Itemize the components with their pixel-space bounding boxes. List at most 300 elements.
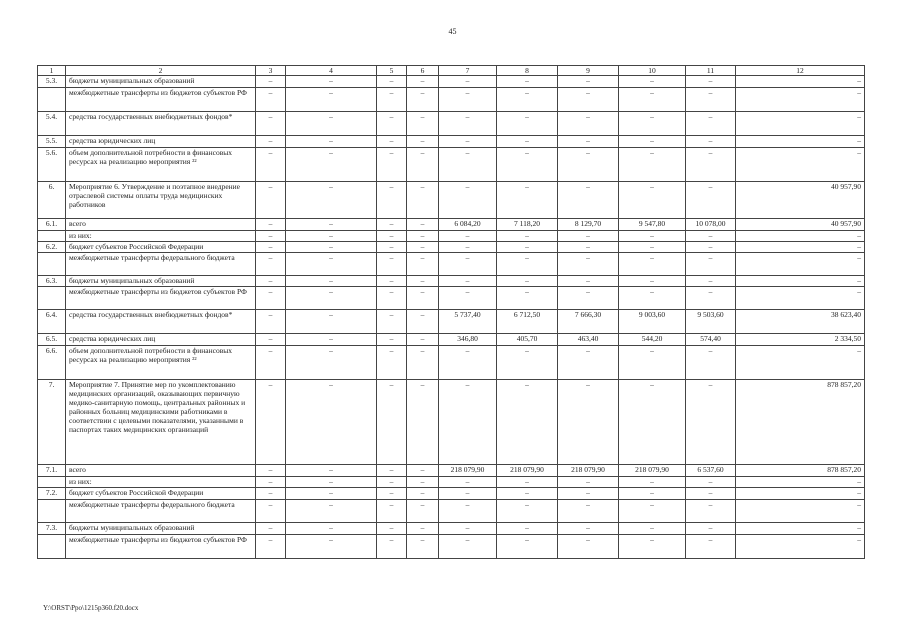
value-cell: – <box>736 535 865 559</box>
value-cell: 6 712,50 <box>497 310 558 334</box>
value-cell: – <box>377 310 407 334</box>
value-cell: – <box>736 231 865 242</box>
row-number: 7.2. <box>38 488 66 500</box>
row-label: бюджеты муниципальных образований <box>66 76 256 88</box>
value-cell: – <box>619 477 686 488</box>
value-cell: – <box>377 112 407 136</box>
table-row <box>38 380 865 465</box>
row-number: 6.2. <box>38 242 66 253</box>
row-number: 5.3. <box>38 76 66 88</box>
value-cell: – <box>558 231 619 242</box>
value-cell: – <box>439 477 497 488</box>
value-cell: – <box>256 346 286 380</box>
row-label: бюджеты муниципальных образований <box>66 276 256 287</box>
table-row <box>38 310 865 334</box>
row-number: 6.6. <box>38 346 66 380</box>
value-cell: – <box>377 535 407 559</box>
value-cell: – <box>497 287 558 310</box>
value-cell: – <box>407 76 439 88</box>
value-cell: – <box>736 242 865 253</box>
row-label: межбюджетные трансферты федерального бюджета <box>66 253 256 276</box>
table-row <box>38 219 865 231</box>
value-cell: – <box>286 523 377 535</box>
row-label: всего <box>66 465 256 477</box>
footer-file-path: Y:\ORST\Ppo\1215p360.f20.docx <box>43 604 139 612</box>
value-cell: 2 334,50 <box>736 334 865 346</box>
value-cell: – <box>619 535 686 559</box>
value-cell: – <box>686 112 736 136</box>
value-cell: – <box>377 76 407 88</box>
value-cell: – <box>407 287 439 310</box>
row-label: средства государственных внебюджетных фондов* <box>66 310 256 334</box>
value-cell: – <box>736 488 865 500</box>
value-cell: 38 623,40 <box>736 310 865 334</box>
value-cell: – <box>686 88 736 112</box>
value-cell: – <box>286 477 377 488</box>
value-cell: – <box>736 88 865 112</box>
row-label: Мероприятие 6. Утверждение и поэтапное внедрение отраслевой системы оплаты труда медицинских работников <box>66 182 256 219</box>
value-cell: 9 547,80 <box>619 219 686 231</box>
value-cell: – <box>407 88 439 112</box>
value-cell: – <box>256 334 286 346</box>
value-cell: – <box>497 276 558 287</box>
value-cell: – <box>256 112 286 136</box>
table-row <box>38 523 865 535</box>
value-cell: 405,70 <box>497 334 558 346</box>
value-cell: – <box>686 287 736 310</box>
value-cell: – <box>256 88 286 112</box>
value-cell: – <box>619 242 686 253</box>
row-label: объем дополнительной потребности в финансовых ресурсах на реализацию мероприятия ²² <box>66 346 256 380</box>
value-cell: – <box>619 112 686 136</box>
value-cell: – <box>407 231 439 242</box>
value-cell: – <box>439 380 497 465</box>
value-cell: – <box>439 242 497 253</box>
value-cell: – <box>497 535 558 559</box>
value-cell: – <box>439 253 497 276</box>
table-row <box>38 136 865 148</box>
value-cell: – <box>286 76 377 88</box>
value-cell: – <box>377 488 407 500</box>
value-cell: – <box>439 136 497 148</box>
table-row <box>38 488 865 500</box>
value-cell: – <box>439 276 497 287</box>
value-cell: 218 079,90 <box>439 465 497 477</box>
value-cell: 40 957,90 <box>736 219 865 231</box>
value-cell: – <box>686 380 736 465</box>
value-cell: – <box>619 287 686 310</box>
value-cell: – <box>619 380 686 465</box>
value-cell: – <box>407 148 439 182</box>
value-cell: – <box>619 346 686 380</box>
row-number <box>38 500 66 523</box>
value-cell: – <box>497 148 558 182</box>
value-cell: – <box>377 182 407 219</box>
row-number <box>38 253 66 276</box>
value-cell: – <box>558 88 619 112</box>
value-cell: – <box>497 242 558 253</box>
value-cell: – <box>407 535 439 559</box>
value-cell: – <box>736 253 865 276</box>
value-cell: – <box>558 523 619 535</box>
row-label: бюджет субъектов Российской Федерации <box>66 242 256 253</box>
value-cell: 574,40 <box>686 334 736 346</box>
value-cell: – <box>439 523 497 535</box>
value-cell: – <box>407 112 439 136</box>
value-cell: – <box>619 500 686 523</box>
value-cell: 878 857,20 <box>736 380 865 465</box>
value-cell: – <box>619 148 686 182</box>
row-label: средства юридических лиц <box>66 136 256 148</box>
value-cell: – <box>286 231 377 242</box>
table-row <box>38 242 865 253</box>
value-cell: – <box>497 182 558 219</box>
value-cell: – <box>256 535 286 559</box>
table-row <box>38 88 865 112</box>
row-number: 7.3. <box>38 523 66 535</box>
value-cell: – <box>686 500 736 523</box>
value-cell: – <box>619 523 686 535</box>
value-cell: – <box>377 477 407 488</box>
value-cell: – <box>558 380 619 465</box>
table-row <box>38 477 865 488</box>
value-cell: – <box>558 346 619 380</box>
value-cell: – <box>377 148 407 182</box>
value-cell: – <box>736 112 865 136</box>
column-header: 3 <box>256 66 286 76</box>
value-cell: 9 503,60 <box>686 310 736 334</box>
value-cell: – <box>256 488 286 500</box>
value-cell: – <box>286 346 377 380</box>
value-cell: – <box>558 242 619 253</box>
value-cell: – <box>558 287 619 310</box>
column-header: 4 <box>286 66 377 76</box>
value-cell: – <box>686 242 736 253</box>
value-cell: – <box>286 287 377 310</box>
value-cell: – <box>439 500 497 523</box>
value-cell: – <box>286 535 377 559</box>
column-header: 2 <box>66 66 256 76</box>
value-cell: – <box>407 136 439 148</box>
value-cell: – <box>686 488 736 500</box>
value-cell: – <box>377 231 407 242</box>
row-label: бюджеты муниципальных образований <box>66 523 256 535</box>
value-cell: – <box>558 253 619 276</box>
value-cell: – <box>407 310 439 334</box>
value-cell: 218 079,90 <box>497 465 558 477</box>
value-cell: – <box>286 219 377 231</box>
value-cell: – <box>686 346 736 380</box>
table-row <box>38 182 865 219</box>
value-cell: – <box>736 287 865 310</box>
value-cell: – <box>497 380 558 465</box>
row-label: объем дополнительной потребности в финансовых ресурсах на реализацию мероприятия ²² <box>66 148 256 182</box>
row-label: всего <box>66 219 256 231</box>
value-cell: 40 957,90 <box>736 182 865 219</box>
value-cell: – <box>286 334 377 346</box>
value-cell: – <box>286 500 377 523</box>
row-number: 7. <box>38 380 66 465</box>
row-number: 6.3. <box>38 276 66 287</box>
value-cell: – <box>439 76 497 88</box>
value-cell: – <box>377 136 407 148</box>
value-cell: – <box>439 287 497 310</box>
value-cell: – <box>377 276 407 287</box>
row-number: 6.4. <box>38 310 66 334</box>
value-cell: – <box>497 136 558 148</box>
table-header-row <box>38 66 865 76</box>
value-cell: – <box>736 276 865 287</box>
value-cell: 9 003,60 <box>619 310 686 334</box>
row-number <box>38 88 66 112</box>
value-cell: – <box>686 76 736 88</box>
value-cell: – <box>736 148 865 182</box>
row-label: межбюджетные трансферты из бюджетов субъектов РФ <box>66 287 256 310</box>
value-cell: – <box>497 112 558 136</box>
value-cell: – <box>377 465 407 477</box>
value-cell: – <box>407 242 439 253</box>
table-body <box>38 66 865 559</box>
table-row <box>38 76 865 88</box>
value-cell: – <box>686 253 736 276</box>
value-cell: – <box>686 477 736 488</box>
value-cell: – <box>256 287 286 310</box>
value-cell: – <box>558 76 619 88</box>
value-cell: – <box>286 88 377 112</box>
value-cell: – <box>619 231 686 242</box>
value-cell: – <box>439 148 497 182</box>
value-cell: – <box>256 148 286 182</box>
value-cell: 218 079,90 <box>619 465 686 477</box>
value-cell: 346,80 <box>439 334 497 346</box>
table-row <box>38 253 865 276</box>
value-cell: – <box>256 500 286 523</box>
value-cell: – <box>286 310 377 334</box>
value-cell: – <box>439 535 497 559</box>
table-row <box>38 287 865 310</box>
column-header: 1 <box>38 66 66 76</box>
table-row <box>38 231 865 242</box>
value-cell: – <box>619 488 686 500</box>
row-label: из них: <box>66 231 256 242</box>
value-cell: – <box>286 465 377 477</box>
value-cell: 5 737,40 <box>439 310 497 334</box>
value-cell: – <box>558 535 619 559</box>
value-cell: – <box>439 488 497 500</box>
value-cell: – <box>407 253 439 276</box>
row-number: 6.5. <box>38 334 66 346</box>
value-cell: – <box>558 276 619 287</box>
value-cell: – <box>736 477 865 488</box>
value-cell: – <box>558 488 619 500</box>
value-cell: 544,20 <box>619 334 686 346</box>
value-cell: – <box>286 112 377 136</box>
value-cell: – <box>686 276 736 287</box>
value-cell: – <box>256 477 286 488</box>
value-cell: – <box>686 231 736 242</box>
column-header: 5 <box>377 66 407 76</box>
row-label: средства государственных внебюджетных фондов* <box>66 112 256 136</box>
value-cell: – <box>256 253 286 276</box>
row-number: 7.1. <box>38 465 66 477</box>
value-cell: – <box>407 500 439 523</box>
value-cell: – <box>407 465 439 477</box>
row-number: 6.1. <box>38 219 66 231</box>
value-cell: – <box>407 182 439 219</box>
value-cell: – <box>407 477 439 488</box>
value-cell: 10 078,00 <box>686 219 736 231</box>
table-row <box>38 535 865 559</box>
value-cell: 7 118,20 <box>497 219 558 231</box>
value-cell: – <box>497 477 558 488</box>
value-cell: – <box>407 488 439 500</box>
value-cell: – <box>736 136 865 148</box>
row-label: из них: <box>66 477 256 488</box>
row-number: 5.5. <box>38 136 66 148</box>
value-cell: – <box>686 535 736 559</box>
value-cell: – <box>686 523 736 535</box>
row-label: межбюджетные трансферты из бюджетов субъектов РФ <box>66 88 256 112</box>
table-row <box>38 112 865 136</box>
value-cell: – <box>558 477 619 488</box>
value-cell: – <box>558 500 619 523</box>
value-cell: – <box>558 136 619 148</box>
row-label: межбюджетные трансферты федерального бюджета <box>66 500 256 523</box>
value-cell: 218 079,90 <box>558 465 619 477</box>
value-cell: – <box>497 76 558 88</box>
value-cell: – <box>439 112 497 136</box>
value-cell: – <box>497 346 558 380</box>
value-cell: – <box>377 334 407 346</box>
value-cell: – <box>256 276 286 287</box>
value-cell: – <box>619 276 686 287</box>
value-cell: – <box>407 380 439 465</box>
value-cell: – <box>377 219 407 231</box>
value-cell: – <box>497 231 558 242</box>
value-cell: – <box>286 488 377 500</box>
value-cell: – <box>686 148 736 182</box>
value-cell: – <box>256 76 286 88</box>
row-label: бюджет субъектов Российской Федерации <box>66 488 256 500</box>
value-cell: – <box>377 287 407 310</box>
value-cell: – <box>619 88 686 112</box>
table-row <box>38 346 865 380</box>
value-cell: – <box>686 136 736 148</box>
column-header: 10 <box>619 66 686 76</box>
value-cell: – <box>439 231 497 242</box>
value-cell: – <box>619 182 686 219</box>
value-cell: – <box>286 242 377 253</box>
value-cell: – <box>407 334 439 346</box>
value-cell: – <box>619 136 686 148</box>
value-cell: – <box>736 523 865 535</box>
value-cell: – <box>497 253 558 276</box>
row-label: средства юридических лиц <box>66 334 256 346</box>
row-number: 5.4. <box>38 112 66 136</box>
value-cell: – <box>558 182 619 219</box>
table-row <box>38 334 865 346</box>
value-cell: – <box>256 465 286 477</box>
row-label: Мероприятие 7. Принятие мер по укомплектованию медицинских организаций, оказывающих первичную медико-санитарную помощь, центральных районных и районных больниц медицинскими работниками в соответствии с целевыми показателями, указанными в паспортах таких медицинских организаций <box>66 380 256 465</box>
value-cell: – <box>407 346 439 380</box>
column-header: 12 <box>736 66 865 76</box>
value-cell: – <box>256 242 286 253</box>
budget-table <box>37 65 865 559</box>
value-cell: – <box>377 523 407 535</box>
value-cell: – <box>497 500 558 523</box>
column-header: 11 <box>686 66 736 76</box>
value-cell: – <box>377 88 407 112</box>
value-cell: – <box>256 310 286 334</box>
row-number: 6. <box>38 182 66 219</box>
value-cell: – <box>407 276 439 287</box>
table-row <box>38 276 865 287</box>
value-cell: – <box>439 88 497 112</box>
value-cell: – <box>256 523 286 535</box>
value-cell: – <box>686 182 736 219</box>
value-cell: – <box>407 523 439 535</box>
column-header: 9 <box>558 66 619 76</box>
value-cell: – <box>736 500 865 523</box>
value-cell: – <box>558 112 619 136</box>
value-cell: – <box>497 488 558 500</box>
column-header: 6 <box>407 66 439 76</box>
value-cell: – <box>256 136 286 148</box>
value-cell: 6 537,60 <box>686 465 736 477</box>
value-cell: – <box>497 88 558 112</box>
value-cell: – <box>256 380 286 465</box>
table-row <box>38 465 865 477</box>
value-cell: 6 084,20 <box>439 219 497 231</box>
value-cell: 463,40 <box>558 334 619 346</box>
value-cell: 878 857,20 <box>736 465 865 477</box>
row-label: межбюджетные трансферты из бюджетов субъектов РФ <box>66 535 256 559</box>
value-cell: – <box>377 346 407 380</box>
row-number <box>38 231 66 242</box>
value-cell: – <box>256 219 286 231</box>
page-number: 45 <box>448 27 457 36</box>
value-cell: – <box>377 500 407 523</box>
value-cell: 7 666,30 <box>558 310 619 334</box>
row-number <box>38 287 66 310</box>
value-cell: – <box>619 253 686 276</box>
value-cell: – <box>439 346 497 380</box>
value-cell: – <box>286 136 377 148</box>
table-row <box>38 148 865 182</box>
value-cell: – <box>286 148 377 182</box>
value-cell: – <box>407 219 439 231</box>
value-cell: – <box>497 523 558 535</box>
value-cell: – <box>256 231 286 242</box>
value-cell: – <box>619 76 686 88</box>
value-cell: – <box>736 76 865 88</box>
table-row <box>38 500 865 523</box>
value-cell: – <box>286 380 377 465</box>
row-number <box>38 477 66 488</box>
column-header: 8 <box>497 66 558 76</box>
value-cell: – <box>439 182 497 219</box>
row-number <box>38 535 66 559</box>
column-header: 7 <box>439 66 497 76</box>
value-cell: – <box>377 380 407 465</box>
value-cell: – <box>256 182 286 219</box>
value-cell: – <box>286 253 377 276</box>
row-number: 5.6. <box>38 148 66 182</box>
value-cell: – <box>377 242 407 253</box>
value-cell: – <box>736 346 865 380</box>
value-cell: – <box>286 182 377 219</box>
value-cell: 8 129,70 <box>558 219 619 231</box>
